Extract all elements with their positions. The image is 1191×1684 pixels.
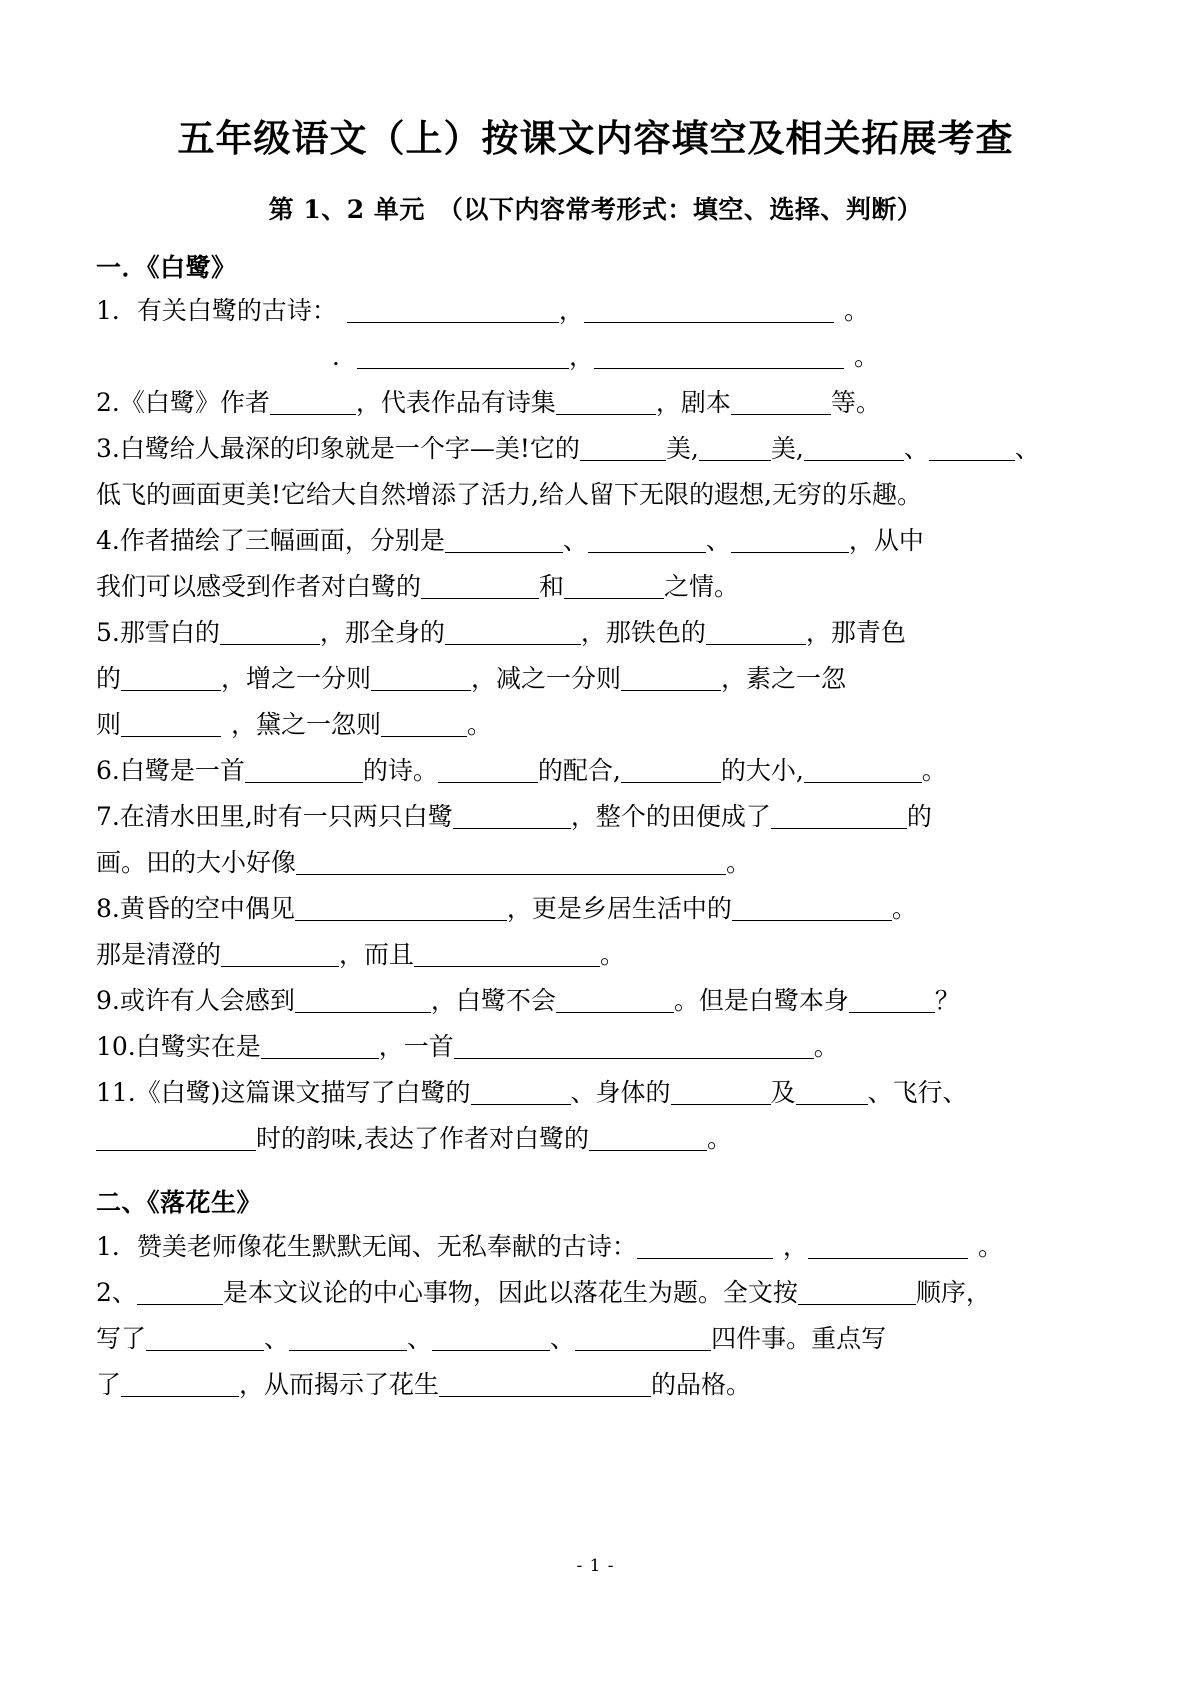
question-text: 那是清澄的	[96, 940, 222, 970]
question-text: 的品格。	[651, 1369, 752, 1399]
question-bailu-6	[96, 748, 1095, 794]
question-text: ，增之一分则	[221, 664, 372, 694]
question-luohuasheng-2-line3	[96, 1362, 1095, 1408]
answer-blank[interactable]	[699, 438, 771, 461]
question-text: 。但是白鹭本身	[673, 986, 849, 1016]
answer-blank[interactable]	[357, 346, 569, 369]
question-text: 美,	[770, 434, 804, 464]
question-text: 的大小,	[720, 756, 804, 786]
question-text: 的配合,	[537, 756, 621, 786]
question-text: 3.白鹭给人最深的印象就是一个字—美!它的	[96, 434, 580, 464]
answer-blank[interactable]	[580, 438, 666, 461]
question-text: 之情。	[664, 572, 740, 602]
answer-blank[interactable]	[454, 1036, 814, 1059]
answer-blank[interactable]	[849, 990, 935, 1013]
separator: ，	[558, 296, 584, 326]
answer-blank[interactable]	[270, 392, 356, 415]
answer-blank[interactable]	[296, 852, 726, 875]
question-text: ，减之一分则	[471, 664, 622, 694]
answer-blank[interactable]	[245, 760, 363, 783]
answer-blank[interactable]	[804, 438, 904, 461]
answer-blank[interactable]	[347, 300, 559, 323]
question-text: 2、	[96, 1277, 137, 1307]
answer-blank[interactable]	[556, 990, 674, 1013]
answer-blank[interactable]	[804, 760, 922, 783]
answer-blank[interactable]	[453, 806, 571, 829]
answer-blank[interactable]	[771, 806, 907, 829]
question-text: ，从中	[848, 526, 924, 556]
question-text: 、	[407, 1323, 433, 1353]
question-text: 、	[1014, 434, 1040, 464]
question-text: 顺序，	[915, 1277, 991, 1307]
question-bailu-5-line2	[96, 656, 1095, 702]
sentence-end: 。	[854, 342, 880, 372]
answer-blank[interactable]	[96, 1128, 256, 1151]
answer-blank[interactable]	[732, 898, 892, 921]
answer-blank[interactable]	[121, 668, 221, 691]
page-subtitle: 第 1、2 单元 （以下内容常考形式：填空、选择、判断）	[268, 194, 923, 224]
question-text: 6.白鹭是一首	[96, 756, 245, 786]
section-heading-bailu: 一．《白鹭》	[96, 252, 237, 282]
answer-blank[interactable]	[421, 576, 539, 599]
question-text: ，剧本	[655, 388, 731, 418]
question-text: 及	[770, 1078, 796, 1108]
question-text: 的	[906, 802, 932, 832]
question-text: ．	[332, 342, 358, 372]
answer-blank[interactable]	[594, 346, 844, 369]
question-text: 。	[467, 710, 493, 740]
answer-blank[interactable]	[289, 1328, 407, 1351]
question-bailu-1-line1	[96, 288, 1095, 334]
answer-blank[interactable]	[295, 898, 507, 921]
question-text: 7.在清水田里,时有一只两只白鹭	[96, 802, 453, 832]
answer-blank[interactable]	[371, 668, 471, 691]
question-text: ，而且	[339, 940, 415, 970]
question-text: ，整个的田便成了	[570, 802, 771, 832]
question-text: 、	[264, 1323, 290, 1353]
question-bailu-8-line1	[96, 886, 1095, 932]
question-text: ，从而揭示了花生	[239, 1369, 440, 1399]
question-text: 4.作者描绘了三幅画面，分别是	[96, 526, 445, 556]
question-text: 写了	[96, 1323, 147, 1353]
question-bailu-5-line3	[96, 702, 1095, 748]
question-text: 、	[903, 434, 929, 464]
question-text: ，那全身的	[319, 618, 445, 648]
question-text: ，那青色	[805, 618, 906, 648]
question-text: ，黛之一忽则	[231, 710, 382, 740]
separator: ，	[782, 1231, 808, 1261]
answer-blank[interactable]	[295, 990, 431, 1013]
question-text: 10.白鹭实在是	[96, 1032, 261, 1062]
answer-blank[interactable]	[121, 1374, 239, 1397]
answer-blank[interactable]	[589, 1128, 707, 1151]
question-text: ，一首	[378, 1032, 454, 1062]
question-text: 的诗。	[362, 756, 438, 786]
question-text: 和	[539, 572, 565, 602]
question-bailu-10	[96, 1024, 1095, 1070]
answer-blank[interactable]	[220, 622, 320, 645]
question-text: ，那铁色的	[580, 618, 706, 648]
answer-blank[interactable]	[798, 1282, 916, 1305]
sentence-end: 。	[600, 940, 626, 970]
question-text: ，白鹭不会	[430, 986, 556, 1016]
sentence-end: 。	[977, 1231, 1003, 1261]
question-luohuasheng-2-line1	[96, 1270, 1095, 1316]
question-bailu-11-line1	[96, 1070, 1095, 1116]
question-bailu-5-line1	[96, 610, 1095, 656]
question-text: 。	[921, 756, 947, 786]
question-text: ，素之一忽	[721, 664, 847, 694]
sentence-end: 。	[726, 848, 752, 878]
answer-blank[interactable]	[621, 760, 721, 783]
question-luohuasheng-1	[96, 1224, 1095, 1270]
sentence-end: 。	[843, 296, 869, 326]
answer-blank[interactable]	[439, 1374, 651, 1397]
answer-blank[interactable]	[438, 760, 538, 783]
answer-blank[interactable]	[137, 1282, 223, 1305]
section-heading-luohuasheng: 二、《落花生》	[96, 1188, 263, 1218]
answer-blank[interactable]	[564, 576, 664, 599]
question-bailu-7-line2	[96, 840, 1095, 886]
answer-blank[interactable]	[575, 1328, 711, 1351]
question-text: 1．有关白鹭的古诗：	[96, 296, 337, 326]
answer-blank[interactable]	[121, 714, 221, 737]
answer-blank[interactable]	[261, 1036, 379, 1059]
answer-blank[interactable]	[621, 668, 721, 691]
question-text: 、	[550, 1323, 576, 1353]
question-text: 、	[705, 526, 731, 556]
question-text: 我们可以感受到作者对白鹭的	[96, 572, 422, 602]
sentence-end: ？	[934, 986, 960, 1016]
question-bailu-1-line2	[96, 334, 1095, 380]
question-bailu-4-line1	[96, 518, 1095, 564]
question-text: 、飞行、	[867, 1078, 968, 1108]
sentence-end: 。	[706, 1124, 732, 1154]
question-bailu-2	[96, 380, 1095, 426]
question-text: 9.或许有人会感到	[96, 986, 295, 1016]
answer-blank[interactable]	[796, 1082, 868, 1105]
question-bailu-3-line2: 低飞的画面更美!它给大自然增添了活力,给人留下无限的遐想,无穷的乐趣。	[96, 480, 922, 510]
page-number-footer: - 1 -	[576, 1556, 615, 1576]
separator: ，	[569, 342, 595, 372]
answer-blank[interactable]	[808, 1236, 968, 1259]
question-text: 美,	[665, 434, 699, 464]
question-bailu-8-line2	[96, 932, 1095, 978]
answer-blank[interactable]	[588, 530, 706, 553]
question-text: 8.黄昏的空中偶见	[96, 894, 295, 924]
answer-blank[interactable]	[584, 300, 834, 323]
answer-blank[interactable]	[221, 944, 339, 967]
question-text: ，更是乡居生活中的	[506, 894, 732, 924]
answer-blank[interactable]	[731, 530, 849, 553]
question-text: 的	[96, 664, 122, 694]
question-text: 2.《白鹭》作者	[96, 388, 270, 418]
answer-blank[interactable]	[445, 622, 581, 645]
page-title: 五年级语文（上）按课文内容填空及相关拓展考查	[177, 116, 1014, 160]
question-text: 四件事。重点写	[711, 1323, 887, 1353]
answer-blank[interactable]	[706, 622, 806, 645]
question-text: 5.那雪白的	[96, 618, 220, 648]
question-text: 、身体的	[570, 1078, 671, 1108]
answer-blank[interactable]	[445, 530, 563, 553]
answer-blank[interactable]	[637, 1236, 773, 1259]
question-bailu-9	[96, 978, 1095, 1024]
answer-blank[interactable]	[929, 438, 1015, 461]
question-text: 等。	[830, 388, 881, 418]
question-text: 则	[96, 710, 122, 740]
question-text: 1．赞美老师像花生默默无闻、无私奉献的古诗：	[96, 1231, 637, 1261]
answer-blank[interactable]	[414, 944, 600, 967]
sentence-end: 。	[891, 894, 917, 924]
question-text: 11.《白鹭)这篇课文描写了白鹭的	[96, 1078, 471, 1108]
answer-blank[interactable]	[471, 1082, 571, 1105]
question-bailu-11-line2	[96, 1116, 1095, 1162]
question-text: ，代表作品有诗集	[355, 388, 556, 418]
question-text: 画。田的大小好像	[96, 848, 297, 878]
question-text: 时的韵味,表达了作者对白鹭的	[256, 1124, 589, 1154]
question-text: 是本文议论的中心事物，因此以落花生为题。全文按	[222, 1277, 798, 1307]
question-text: 、	[562, 526, 588, 556]
answer-blank[interactable]	[731, 392, 831, 415]
answer-blank[interactable]	[381, 714, 467, 737]
answer-blank[interactable]	[432, 1328, 550, 1351]
question-luohuasheng-2-line2	[96, 1316, 1095, 1362]
question-text: 了	[96, 1369, 122, 1399]
answer-blank[interactable]	[146, 1328, 264, 1351]
answer-blank[interactable]	[671, 1082, 771, 1105]
question-bailu-4-line2	[96, 564, 1095, 610]
answer-blank[interactable]	[556, 392, 656, 415]
sentence-end: 。	[813, 1032, 839, 1062]
question-bailu-3-line1	[96, 426, 1095, 472]
question-bailu-7-line1	[96, 794, 1095, 840]
